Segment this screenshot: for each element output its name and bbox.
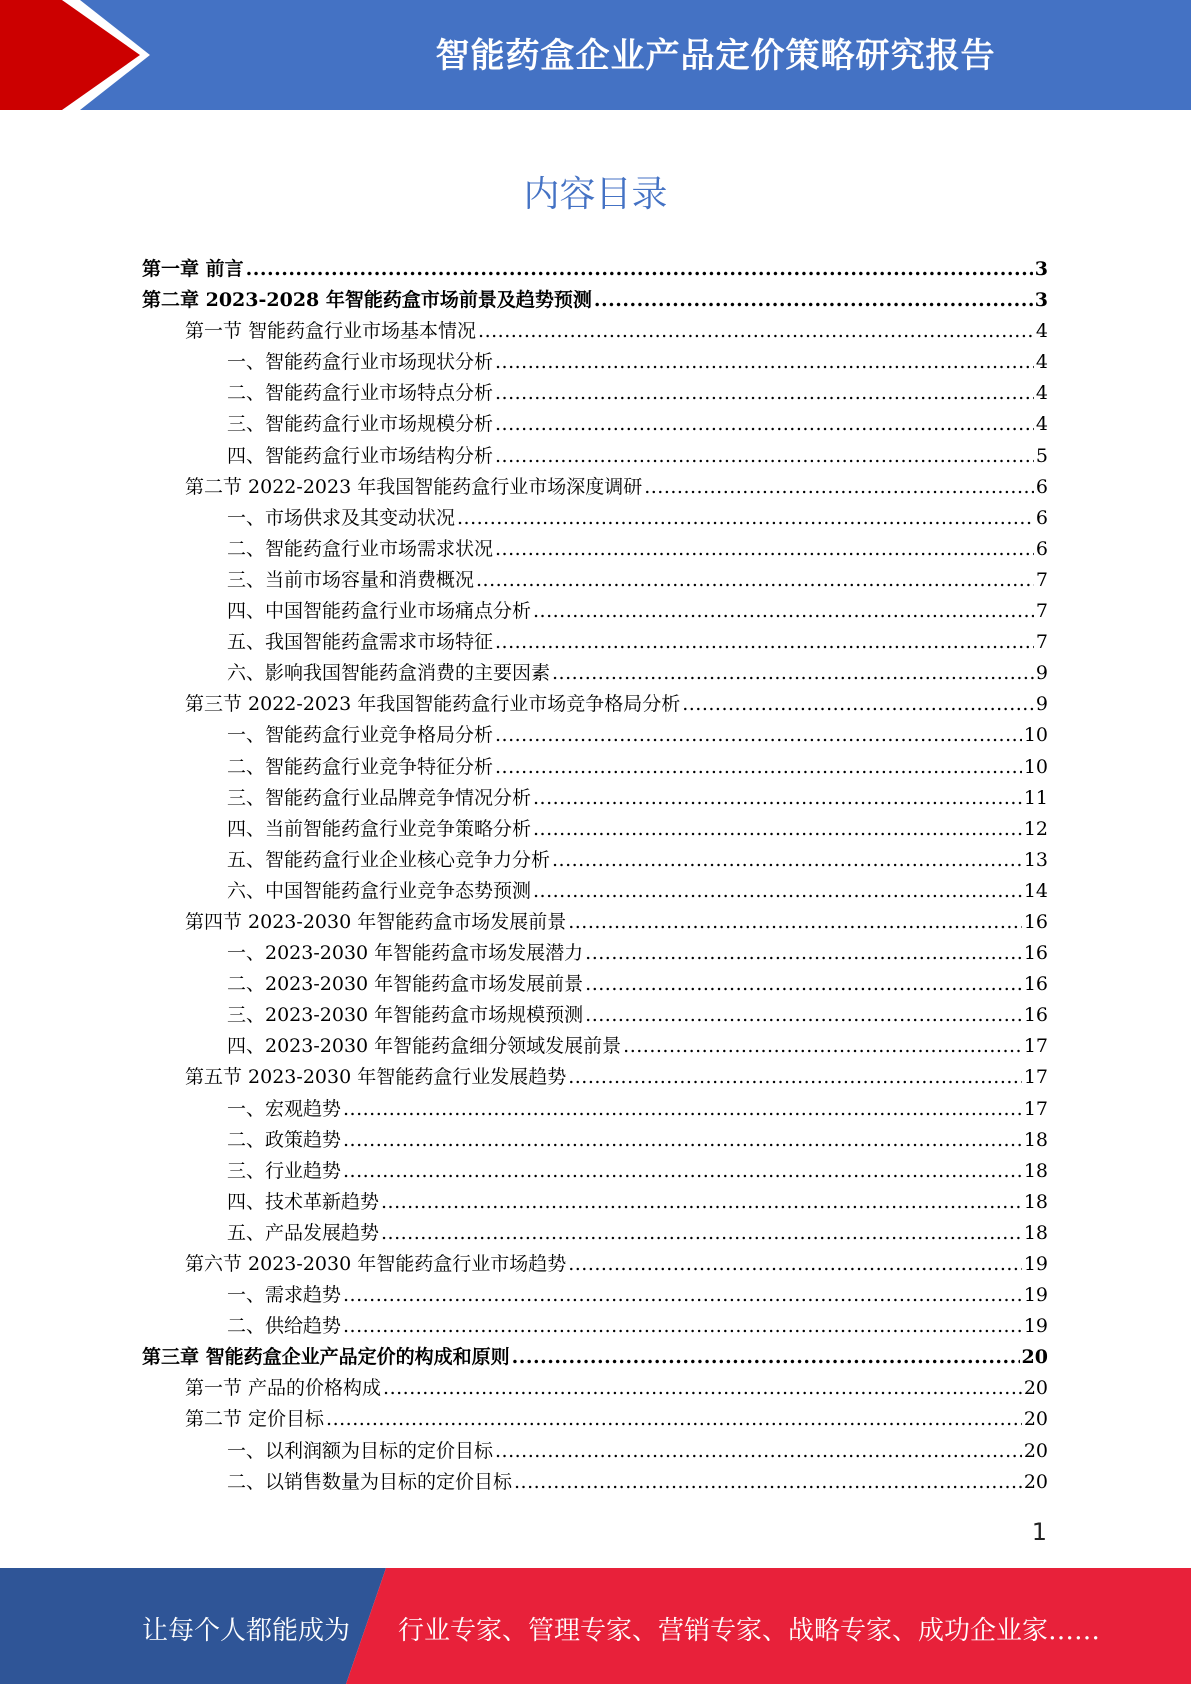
toc-leader-dots bbox=[533, 783, 1022, 814]
toc-entry-title: 三、智能药盒行业市场规模分析 bbox=[227, 413, 494, 436]
toc-entry-page: 9 bbox=[1035, 693, 1048, 716]
toc-entry-page: 4 bbox=[1035, 320, 1048, 343]
toc-entry-page: 19 bbox=[1023, 1284, 1048, 1307]
toc-entry-title: 二、智能药盒行业市场特点分析 bbox=[227, 382, 494, 405]
toc-entry[interactable] bbox=[142, 1311, 1048, 1342]
toc-entry-title: 一、市场供求及其变动状况 bbox=[227, 506, 456, 529]
toc-entry-title: 四、技术革新趋势 bbox=[227, 1190, 380, 1213]
toc-entry[interactable] bbox=[142, 347, 1048, 378]
toc-entry[interactable] bbox=[142, 534, 1048, 565]
toc-entry-page: 9 bbox=[1035, 662, 1048, 685]
toc-entry[interactable] bbox=[142, 814, 1048, 845]
toc-entry-page: 14 bbox=[1023, 879, 1048, 902]
toc-entry-title: 第三节 2022-2023 年我国智能药盒行业市场竞争格局分析 bbox=[185, 693, 681, 716]
toc-entry[interactable] bbox=[142, 658, 1048, 689]
toc-entry-page: 4 bbox=[1035, 351, 1048, 374]
footer-slogan-left: 让每个人都能成为 bbox=[142, 1616, 351, 1646]
toc-entry-title: 二、智能药盒行业市场需求状况 bbox=[227, 537, 494, 560]
toc-entry[interactable] bbox=[142, 441, 1048, 472]
toc-leader-dots bbox=[495, 752, 1022, 783]
toc-entry-title: 一、智能药盒行业市场现状分析 bbox=[227, 351, 494, 374]
toc-leader-dots bbox=[476, 565, 1034, 596]
toc-entry-title: 二、以销售数量为目标的定价目标 bbox=[227, 1470, 513, 1493]
toc-leader-dots bbox=[381, 1218, 1022, 1249]
toc-entry[interactable] bbox=[142, 285, 1048, 316]
toc-entry[interactable] bbox=[142, 689, 1048, 720]
toc-entry-page: 4 bbox=[1035, 382, 1048, 405]
toc-entry-page: 17 bbox=[1023, 1097, 1048, 1120]
toc-entry-title: 一、2023-2030 年智能药盒市场发展潜力 bbox=[227, 942, 584, 965]
toc-leader-dots bbox=[533, 876, 1022, 907]
toc-entry[interactable] bbox=[142, 969, 1048, 1000]
toc-leader-dots bbox=[495, 534, 1034, 565]
table-of-contents bbox=[142, 254, 1048, 1498]
toc-entry-page: 3 bbox=[1034, 289, 1048, 312]
toc-entry-title: 五、我国智能药盒需求市场特征 bbox=[227, 631, 494, 654]
toc-leader-dots bbox=[533, 596, 1034, 627]
toc-entry-page: 20 bbox=[1023, 1439, 1048, 1462]
toc-leader-dots bbox=[495, 627, 1034, 658]
toc-leader-dots bbox=[514, 1467, 1022, 1498]
toc-entry-page: 11 bbox=[1023, 786, 1048, 809]
toc-entry[interactable] bbox=[142, 907, 1048, 938]
toc-leader-dots bbox=[495, 409, 1034, 440]
toc-leader-dots bbox=[552, 845, 1022, 876]
toc-entry-title: 二、供给趋势 bbox=[227, 1315, 342, 1338]
toc-leader-dots bbox=[343, 1125, 1022, 1156]
toc-leader-dots bbox=[495, 347, 1034, 378]
toc-entry[interactable] bbox=[142, 1280, 1048, 1311]
toc-entry[interactable] bbox=[142, 254, 1048, 285]
toc-entry[interactable] bbox=[142, 316, 1048, 347]
footer-slogan-right: 行业专家、管理专家、营销专家、战略专家、成功企业家…… bbox=[398, 1616, 1101, 1646]
toc-entry-page: 3 bbox=[1034, 258, 1048, 280]
page-number: 1 bbox=[1031, 1518, 1047, 1546]
toc-leader-dots bbox=[644, 472, 1034, 503]
toc-entry[interactable] bbox=[142, 1436, 1048, 1467]
toc-entry[interactable] bbox=[142, 1062, 1048, 1093]
toc-entry[interactable] bbox=[142, 1373, 1048, 1404]
toc-entry-title: 一、以利润额为目标的定价目标 bbox=[227, 1439, 494, 1462]
toc-entry-title: 四、当前智能药盒行业竞争策略分析 bbox=[227, 817, 532, 840]
toc-entry[interactable] bbox=[142, 720, 1048, 751]
toc-entry[interactable] bbox=[142, 752, 1048, 783]
toc-leader-dots bbox=[495, 441, 1034, 472]
toc-leader-dots bbox=[585, 1000, 1022, 1031]
toc-entry[interactable] bbox=[142, 378, 1048, 409]
toc-leader-dots bbox=[552, 658, 1034, 689]
toc-entry-page: 10 bbox=[1023, 755, 1048, 778]
toc-entry[interactable] bbox=[142, 503, 1048, 534]
toc-leader-dots bbox=[457, 503, 1034, 534]
toc-leader-dots bbox=[495, 378, 1034, 409]
toc-entry[interactable] bbox=[142, 938, 1048, 969]
toc-entry[interactable] bbox=[142, 565, 1048, 596]
toc-entry-page: 19 bbox=[1023, 1315, 1048, 1338]
toc-entry-title: 五、智能药盒行业企业核心竞争力分析 bbox=[227, 848, 551, 871]
toc-entry[interactable] bbox=[142, 876, 1048, 907]
toc-entry-page: 18 bbox=[1023, 1128, 1048, 1151]
toc-entry-page: 6 bbox=[1035, 506, 1048, 529]
toc-entry[interactable] bbox=[142, 1125, 1048, 1156]
toc-entry[interactable] bbox=[142, 1404, 1048, 1435]
toc-entry[interactable] bbox=[142, 845, 1048, 876]
toc-entry-title: 第二章 2023-2028 年智能药盒市场前景及趋势预测 bbox=[142, 289, 592, 312]
toc-entry[interactable] bbox=[142, 409, 1048, 440]
toc-leader-dots bbox=[381, 1187, 1022, 1218]
toc-entry-title: 二、政策趋势 bbox=[227, 1128, 342, 1151]
toc-entry[interactable] bbox=[142, 1156, 1048, 1187]
toc-entry-page: 7 bbox=[1035, 568, 1048, 591]
toc-entry-title: 五、产品发展趋势 bbox=[227, 1221, 380, 1244]
toc-entry-page: 18 bbox=[1023, 1159, 1048, 1182]
toc-entry-title: 二、智能药盒行业竞争特征分析 bbox=[227, 755, 494, 778]
toc-leader-dots bbox=[478, 316, 1034, 347]
toc-entry-page: 19 bbox=[1023, 1253, 1048, 1275]
toc-entry-page: 7 bbox=[1035, 631, 1048, 654]
toc-entry-page: 4 bbox=[1035, 413, 1048, 436]
toc-leader-dots bbox=[568, 907, 1022, 938]
toc-entry-page: 6 bbox=[1035, 537, 1048, 560]
toc-entry-title: 三、当前市场容量和消费概况 bbox=[227, 568, 475, 591]
footer-band bbox=[0, 1568, 1191, 1684]
toc-entry-title: 第五节 2023-2030 年智能药盒行业发展趋势 bbox=[185, 1066, 567, 1089]
toc-leader-dots bbox=[623, 1031, 1022, 1062]
toc-entry-title: 第一节 产品的价格构成 bbox=[185, 1377, 382, 1400]
toc-entry-page: 20 bbox=[1021, 1346, 1048, 1369]
toc-entry-title: 三、智能药盒行业品牌竞争情况分析 bbox=[227, 786, 532, 809]
toc-leader-dots bbox=[343, 1094, 1022, 1125]
toc-leader-dots bbox=[512, 1342, 1020, 1373]
toc-entry-page: 16 bbox=[1023, 1004, 1048, 1027]
toc-entry-title: 第一章 前言 bbox=[142, 258, 244, 280]
toc-leader-dots bbox=[594, 285, 1033, 316]
toc-entry[interactable] bbox=[142, 1187, 1048, 1218]
toc-entry-page: 20 bbox=[1023, 1470, 1048, 1493]
toc-entry-page: 5 bbox=[1035, 444, 1048, 467]
report-title: 智能药盒企业产品定价策略研究报告 bbox=[435, 36, 996, 76]
toc-entry-page: 10 bbox=[1023, 724, 1048, 747]
toc-entry-page: 20 bbox=[1023, 1377, 1048, 1400]
toc-leader-dots bbox=[343, 1156, 1022, 1187]
toc-entry-title: 一、宏观趋势 bbox=[227, 1097, 342, 1120]
toc-entry-title: 三、2023-2030 年智能药盒市场规模预测 bbox=[227, 1004, 584, 1027]
toc-leader-dots bbox=[495, 720, 1022, 751]
toc-entry[interactable] bbox=[142, 1218, 1048, 1249]
toc-leader-dots bbox=[343, 1280, 1022, 1311]
toc-leader-dots bbox=[326, 1404, 1022, 1435]
toc-leader-dots bbox=[383, 1373, 1022, 1404]
toc-leader-dots bbox=[568, 1249, 1022, 1280]
toc-title: 内容目录 bbox=[523, 174, 668, 215]
toc-entry[interactable] bbox=[142, 1249, 1048, 1280]
toc-entry-page: 16 bbox=[1023, 942, 1048, 965]
toc-entry[interactable] bbox=[142, 1031, 1048, 1062]
toc-entry-title: 三、行业趋势 bbox=[227, 1159, 342, 1182]
toc-entry[interactable] bbox=[142, 1094, 1048, 1125]
toc-entry-title: 第二节 定价目标 bbox=[185, 1408, 325, 1431]
toc-entry-page: 16 bbox=[1023, 973, 1048, 996]
toc-entry-page: 18 bbox=[1023, 1221, 1048, 1244]
toc-entry-title: 六、中国智能药盒行业竞争态势预测 bbox=[227, 879, 532, 902]
toc-entry-page: 18 bbox=[1023, 1190, 1048, 1213]
toc-entry[interactable] bbox=[142, 1000, 1048, 1031]
toc-entry-page: 17 bbox=[1023, 1035, 1048, 1058]
toc-entry-page: 20 bbox=[1023, 1408, 1048, 1431]
toc-leader-dots bbox=[343, 1311, 1022, 1342]
toc-entry-title: 第四节 2023-2030 年智能药盒市场发展前景 bbox=[185, 910, 567, 933]
toc-entry[interactable] bbox=[142, 472, 1048, 503]
toc-leader-dots bbox=[585, 938, 1022, 969]
toc-entry-title: 四、智能药盒行业市场结构分析 bbox=[227, 444, 494, 467]
toc-entry-page: 16 bbox=[1023, 910, 1048, 933]
toc-entry[interactable] bbox=[142, 627, 1048, 658]
toc-entry-title: 第二节 2022-2023 年我国智能药盒行业市场深度调研 bbox=[185, 475, 643, 498]
toc-entry[interactable] bbox=[142, 1467, 1048, 1498]
toc-entry-title: 四、中国智能药盒行业市场痛点分析 bbox=[227, 600, 532, 623]
toc-entry[interactable] bbox=[142, 1342, 1048, 1373]
toc-entry[interactable] bbox=[142, 596, 1048, 627]
toc-entry-page: 12 bbox=[1023, 817, 1048, 840]
toc-leader-dots bbox=[495, 1436, 1022, 1467]
toc-leader-dots bbox=[585, 969, 1022, 1000]
toc-leader-dots bbox=[533, 814, 1022, 845]
toc-entry-page: 7 bbox=[1035, 600, 1048, 623]
toc-entry-title: 第三章 智能药盒企业产品定价的构成和原则 bbox=[142, 1346, 510, 1369]
toc-entry-title: 四、2023-2030 年智能药盒细分领域发展前景 bbox=[227, 1035, 622, 1058]
toc-leader-dots bbox=[568, 1062, 1022, 1093]
toc-entry-title: 第六节 2023-2030 年智能药盒行业市场趋势 bbox=[185, 1253, 567, 1275]
toc-entry-title: 一、智能药盒行业竞争格局分析 bbox=[227, 724, 494, 747]
header-band bbox=[0, 0, 1191, 110]
toc-entry-title: 第一节 智能药盒行业市场基本情况 bbox=[185, 320, 477, 343]
toc-entry-page: 6 bbox=[1035, 475, 1048, 498]
toc-entry-page: 13 bbox=[1023, 848, 1048, 871]
toc-entry-title: 六、影响我国智能药盒消费的主要因素 bbox=[227, 662, 551, 685]
toc-entry-page: 17 bbox=[1023, 1066, 1048, 1089]
toc-entry-title: 一、需求趋势 bbox=[227, 1284, 342, 1307]
toc-leader-dots bbox=[682, 689, 1034, 720]
toc-entry-title: 二、2023-2030 年智能药盒市场发展前景 bbox=[227, 973, 584, 996]
toc-leader-dots bbox=[246, 254, 1033, 285]
toc-entry[interactable] bbox=[142, 783, 1048, 814]
